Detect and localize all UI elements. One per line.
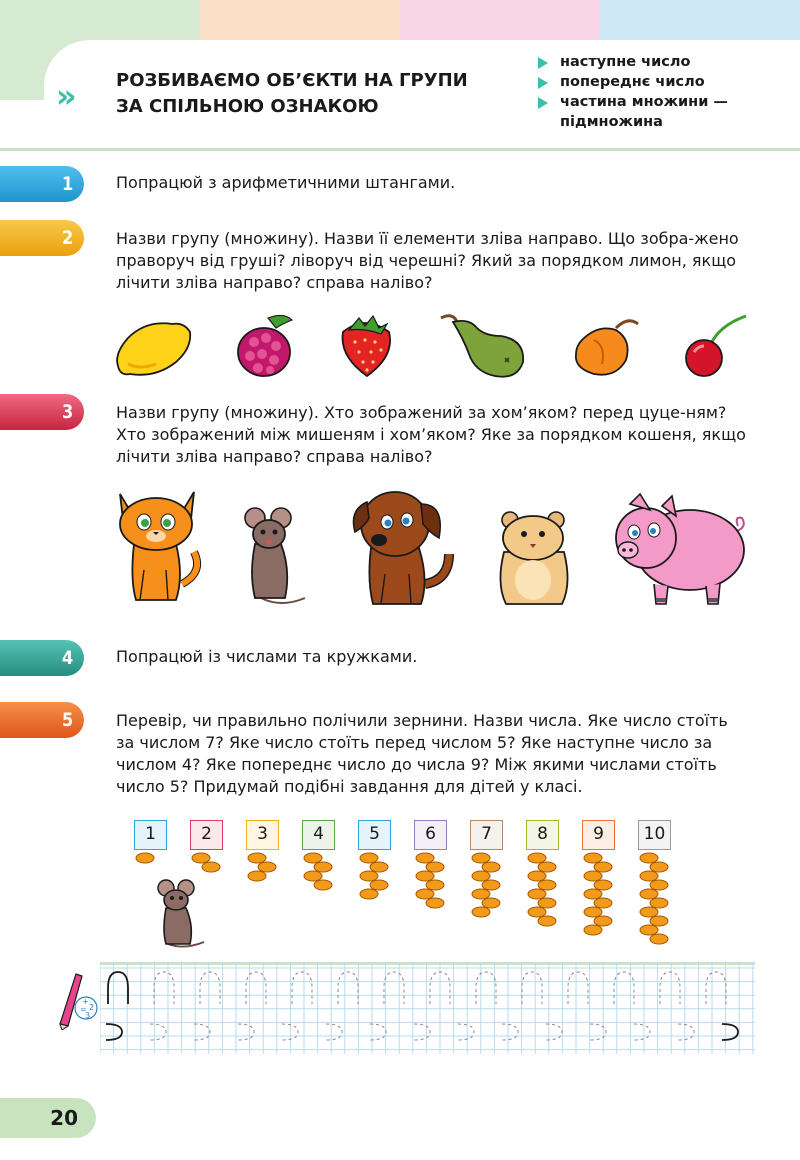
- task-number-tab: 3: [0, 394, 84, 430]
- number-box-row: [134, 820, 671, 850]
- seed: [314, 880, 332, 890]
- piglet-icon: [610, 488, 750, 608]
- seed: [538, 862, 556, 872]
- seed: [482, 862, 500, 872]
- task-number-tab: 5: [0, 702, 84, 738]
- seed-group: [248, 853, 276, 881]
- seed: [538, 880, 556, 890]
- seed-group: [528, 853, 556, 926]
- seed: [640, 871, 658, 881]
- cherry-icon: [680, 312, 750, 380]
- seed: [472, 871, 490, 881]
- mouse-icon: [241, 504, 311, 608]
- number-box: 3: [246, 820, 279, 850]
- seed: [472, 889, 490, 899]
- hamster-icon: [492, 504, 576, 608]
- seed: [426, 880, 444, 890]
- page-number: 20: [0, 1098, 96, 1138]
- kitten-icon: [110, 484, 206, 608]
- number-box: 4: [302, 820, 335, 850]
- keyword-list: [538, 52, 728, 132]
- animal-row: [110, 482, 750, 608]
- pencil-mark-plus: +: [82, 997, 89, 1006]
- seed: [594, 898, 612, 908]
- seed: [650, 898, 668, 908]
- seed: [192, 853, 210, 863]
- pencil-mark-2: 2: [89, 1003, 95, 1012]
- seed: [360, 871, 378, 881]
- puppy-icon: [345, 484, 457, 608]
- task-text: Попрацюй із числами та кружками.: [116, 647, 418, 666]
- task-number-tab: 1: [0, 166, 84, 202]
- seed: [584, 853, 602, 863]
- number-box: 7: [470, 820, 503, 850]
- topbar-peach: [200, 0, 400, 40]
- seed-group: [584, 853, 612, 935]
- task-number-tab: 2: [0, 220, 84, 256]
- seed: [416, 889, 434, 899]
- seed: [304, 853, 322, 863]
- seed: [248, 853, 266, 863]
- seed-group: [136, 853, 154, 863]
- seed: [360, 889, 378, 899]
- number-box: 6: [414, 820, 447, 850]
- seed: [640, 889, 658, 899]
- seed: [472, 853, 490, 863]
- seed: [314, 862, 332, 872]
- number-box: 5: [358, 820, 391, 850]
- seed: [594, 880, 612, 890]
- mouse-icon: [156, 878, 212, 950]
- seed: [426, 898, 444, 908]
- seed-group: [640, 853, 668, 944]
- apricot-icon: [568, 318, 642, 380]
- seed: [482, 898, 500, 908]
- seed: [258, 862, 276, 872]
- seed: [360, 853, 378, 863]
- seed: [650, 916, 668, 926]
- seed: [416, 853, 434, 863]
- pencil-icon: [56, 972, 98, 1030]
- fruit-row: [110, 306, 750, 380]
- seed: [538, 898, 556, 908]
- seed: [528, 889, 546, 899]
- seed: [650, 934, 668, 944]
- seed: [370, 880, 388, 890]
- handwriting-practice-grid: [100, 962, 755, 1054]
- pencil-mark-3: 3: [85, 1011, 91, 1020]
- number-box: 8: [526, 820, 559, 850]
- seed-group: [472, 853, 500, 917]
- seed: [584, 907, 602, 917]
- bullet-arrow-icon: [538, 77, 548, 89]
- seed: [640, 925, 658, 935]
- number-box: 10: [638, 820, 671, 850]
- pear-icon: [435, 310, 531, 380]
- keyword-item-continuation: підмножина: [560, 114, 663, 130]
- number-box: 2: [190, 820, 223, 850]
- task-text: Перевір, чи правильно полічили зернини. Назви числа. Яке число стоїть за числом 7? Яке число стоїть перед числом 5? Яке наступне число за числом 4? Яке попереднє число до числа 9? Між якими числами стоїть число 5? Придумай подібні завдання для дітей у класі.: [116, 711, 728, 796]
- seed: [528, 853, 546, 863]
- seed: [538, 916, 556, 926]
- task-text: Попрацюй з арифметичними штангами.: [116, 173, 456, 192]
- strawberry-icon: [335, 310, 397, 380]
- seed: [584, 925, 602, 935]
- lemon-icon: [110, 314, 194, 380]
- seed: [248, 871, 266, 881]
- task-text: Назви групу (множину). Назви її елементи зліва направо. Що зобра-жено праворуч від груші? ліворуч від черешні? Який за порядком лимон, якщо лічити зліва направо? справа наліво?: [116, 229, 739, 292]
- page-title: РОЗБИВАЄМО ОБ’ЄКТИ НА ГРУПИ ЗА СПІЛЬНОЮ ОЗНАКОЮ: [116, 70, 468, 117]
- seed: [650, 880, 668, 890]
- seed: [640, 907, 658, 917]
- raspberry-icon: [232, 310, 298, 380]
- seed: [202, 862, 220, 872]
- seed: [584, 871, 602, 881]
- seed: [416, 871, 434, 881]
- seed: [528, 907, 546, 917]
- seed-group: [304, 853, 332, 890]
- keyword-item: попереднє число: [538, 72, 728, 92]
- seed-group: [416, 853, 444, 908]
- seed: [136, 853, 154, 863]
- seed-groups: [130, 852, 690, 952]
- topbar-pink: [400, 0, 600, 40]
- top-color-bar: [0, 0, 800, 40]
- seed: [594, 862, 612, 872]
- seed: [650, 862, 668, 872]
- task-text: Назви групу (множину). Хто зображений за хом’яком? перед цуце-ням? Хто зображений між мишеням і хом’яком? Яке за порядком кошеня, якщо лічити зліва направо? справа наліво?: [116, 403, 746, 466]
- seed: [426, 862, 444, 872]
- keyword-item: частина множини —: [538, 92, 728, 112]
- seed: [584, 889, 602, 899]
- seed: [594, 916, 612, 926]
- bullet-arrow-icon: [538, 97, 548, 109]
- pencil-mark-eq: =: [80, 1005, 87, 1014]
- seed-group: [360, 853, 388, 899]
- bullet-arrow-icon: [538, 57, 548, 69]
- topbar-blue: [600, 0, 800, 40]
- number-box: 1: [134, 820, 167, 850]
- number-box: 9: [582, 820, 615, 850]
- seed: [528, 871, 546, 881]
- header-arrows-icon: »: [56, 77, 71, 115]
- seed: [640, 853, 658, 863]
- header-divider: [0, 148, 800, 151]
- task-number-tab: 4: [0, 640, 84, 676]
- seed: [304, 871, 322, 881]
- seed-group: [192, 853, 220, 872]
- keyword-item: наступне число: [538, 52, 728, 72]
- seed: [482, 880, 500, 890]
- seed: [472, 907, 490, 917]
- seed: [370, 862, 388, 872]
